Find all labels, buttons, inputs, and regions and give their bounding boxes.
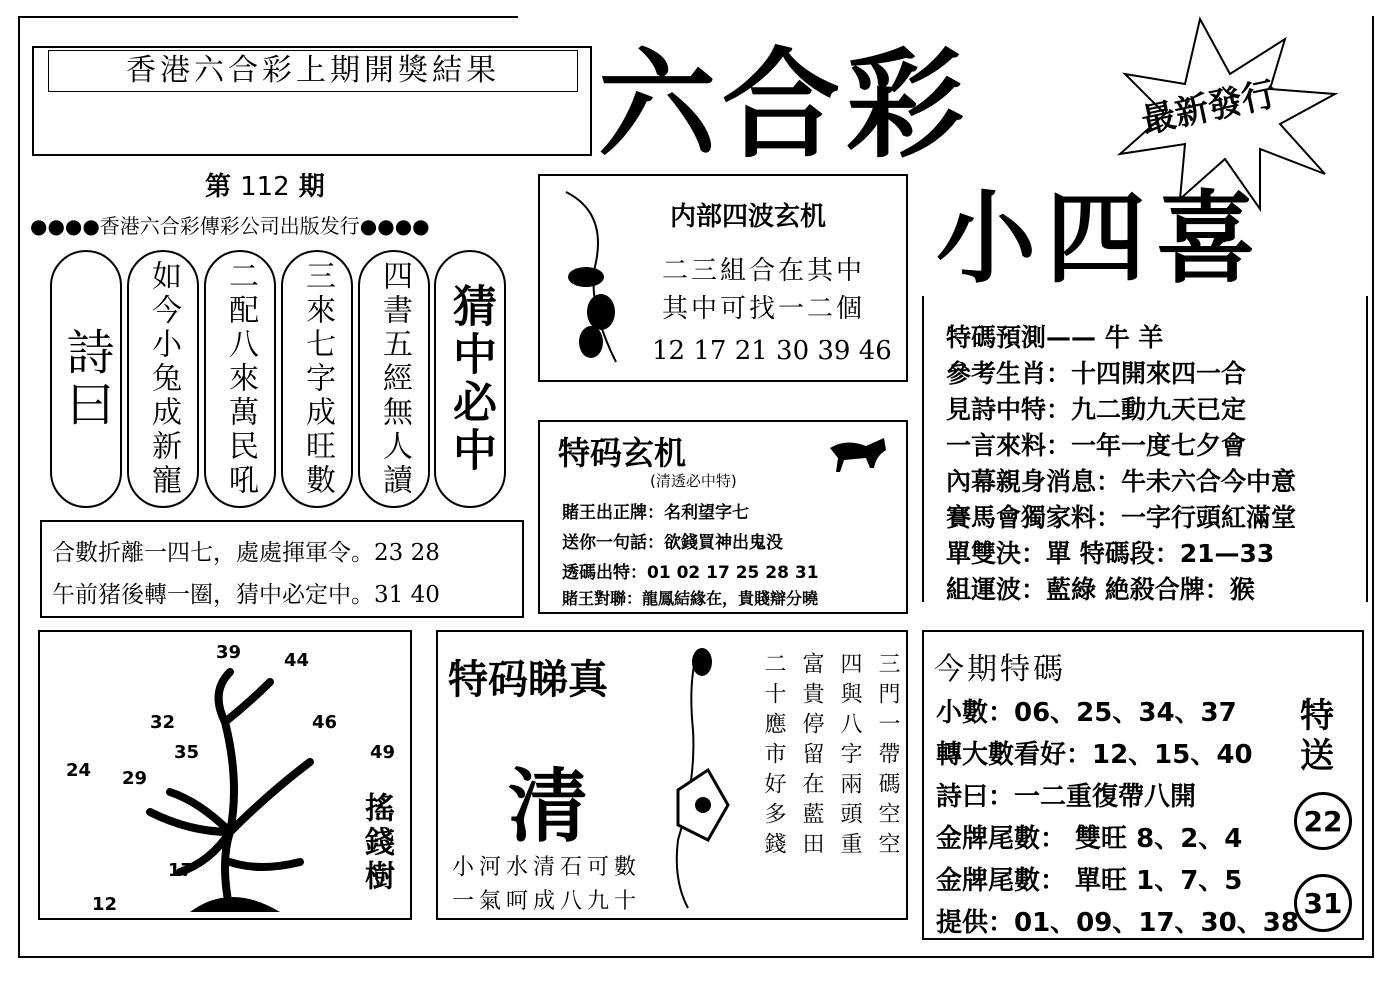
inner-line-2: 其中可找一二個	[662, 294, 866, 324]
poem-line-3: 三來七字成旺數	[300, 260, 335, 498]
publisher-line: ●●●●香港六合彩傳彩公司出版发行●●●●	[30, 214, 430, 238]
dizhen-col-3: 四與八字兩頭重	[837, 652, 862, 862]
poem-line-2: 二配八來萬民吼	[223, 260, 258, 498]
poem-col-title	[50, 250, 122, 508]
poem-col-4	[358, 250, 430, 508]
poem-col-guess	[434, 250, 506, 508]
tema-row-2: 送你一句話：欲錢買神出鬼没	[562, 533, 783, 553]
tema-dizhen-big-char: 清	[508, 759, 588, 853]
orchid-icon	[618, 640, 748, 910]
tree-number-7: 24	[66, 760, 92, 781]
hint-box	[40, 520, 524, 618]
prediction-row-4: 一言來料：一年一度七夕會	[946, 431, 1247, 460]
dizhen-col-1: 二十應市好多錢	[761, 652, 786, 862]
current-row-4: 金牌尾數： 雙旺 8、2、4	[936, 824, 1243, 854]
dog-icon	[826, 428, 890, 478]
prediction-row-8: 組運波：藍綠 絶殺合牌：猴	[946, 575, 1255, 604]
poem-col-1	[127, 250, 199, 508]
tema-dizhen-title: 特码睇真	[448, 656, 608, 703]
tree-box	[38, 630, 412, 920]
issue-suffix: 期	[298, 172, 325, 202]
results-title-box	[48, 50, 578, 92]
tema-dizhen-line-1: 小河水清石可數	[452, 855, 642, 880]
poem-col-3	[281, 250, 353, 508]
hint-line-2: 午前猪後轉一圈，猜中必定中。31 40	[52, 582, 440, 608]
prediction-row-7: 單雙決：單 特碼段：21—33	[946, 539, 1275, 568]
tree-number-6: 49	[370, 742, 396, 763]
prediction-row-6: 賽馬會獨家料：一字行頭紅滿堂	[946, 503, 1297, 532]
issue-prefix: 第	[205, 172, 232, 202]
tema-xuanji-title: 特码玄机	[558, 434, 687, 472]
prediction-row-2: 參考生肖：十四開來四一合	[946, 359, 1247, 388]
results-title: 香港六合彩上期開獎結果	[126, 53, 500, 88]
issue-number: 112	[240, 172, 290, 202]
prediction-row-3: 見詩中特：九二動九天已定	[946, 395, 1247, 424]
poem-col-2	[204, 250, 276, 508]
poem-title: 詩曰	[58, 327, 114, 431]
guess-text: 猜中必中	[445, 283, 496, 475]
dizhen-col-4: 三門一帶碼空空	[875, 652, 900, 862]
current-row-3: 詩曰：一二重復帶八開	[936, 782, 1197, 812]
tree-number-8: 29	[122, 768, 148, 789]
brand-sub: 小四喜	[936, 180, 1266, 297]
tema-dizhen-line-2: 一氣呵成八九十	[452, 889, 642, 914]
tree-number-4: 46	[312, 712, 338, 733]
tema-xuanji-subtitle: (清透必中特)	[650, 472, 737, 490]
issue-label	[205, 166, 325, 203]
poem-line-4: 四書五經無人讀	[377, 260, 412, 498]
money-tree-icon	[80, 662, 350, 912]
poem-line-1: 如今小兔成新寵	[146, 260, 181, 498]
tree-number-5: 35	[174, 742, 200, 763]
brand-main: 六合彩	[598, 36, 971, 174]
special-number-2: 31	[1294, 874, 1352, 932]
inner-numbers: 12 17 21 30 39 46	[652, 336, 892, 366]
inner-box	[538, 174, 908, 382]
tree-number-3: 32	[150, 712, 176, 733]
special-label: 特送	[1300, 696, 1334, 776]
hint-line-1: 合數折離一四七，處處揮軍令。23 28	[52, 540, 440, 566]
tree-number-9: 17	[168, 860, 194, 881]
tema-row-4: 賭王對聯：龍鳳結緣在，貴賤辯分曉	[562, 589, 819, 608]
tree-caption: 搖錢樹	[359, 792, 394, 894]
inner-line-1: 二三組合在其中	[662, 256, 866, 286]
current-row-1: 小數：06、25、34、37	[936, 698, 1237, 728]
current-title: 今期特碼	[934, 652, 1066, 687]
flower-icon	[546, 182, 646, 372]
prediction-row-1: 特碼預測—— 牛 羊	[946, 323, 1164, 352]
dizhen-col-2: 富貴停留在藍田	[799, 652, 824, 862]
tema-row-1: 賭王出正牌：名利望字七	[562, 503, 749, 523]
current-row-6: 提供：01、09、17、30、38	[936, 908, 1299, 938]
tema-xuanji-box	[538, 420, 908, 614]
current-row-5: 金牌尾數： 單旺 1、7、5	[936, 866, 1243, 896]
tema-row-3: 透碼出特：01 02 17 25 28 31	[562, 563, 819, 583]
tree-number-2: 44	[284, 650, 310, 671]
inner-title: 内部四波玄机	[670, 202, 827, 232]
tree-number-10: 12	[92, 894, 118, 915]
burst-text: 最新發行	[1138, 74, 1280, 142]
tree-number-1: 39	[216, 642, 242, 663]
prediction-row-5: 內幕親身消息：牛未六合今中意	[946, 467, 1297, 496]
special-number-1: 22	[1294, 792, 1352, 850]
current-row-2: 轉大數看好：12、15、40	[936, 740, 1253, 770]
